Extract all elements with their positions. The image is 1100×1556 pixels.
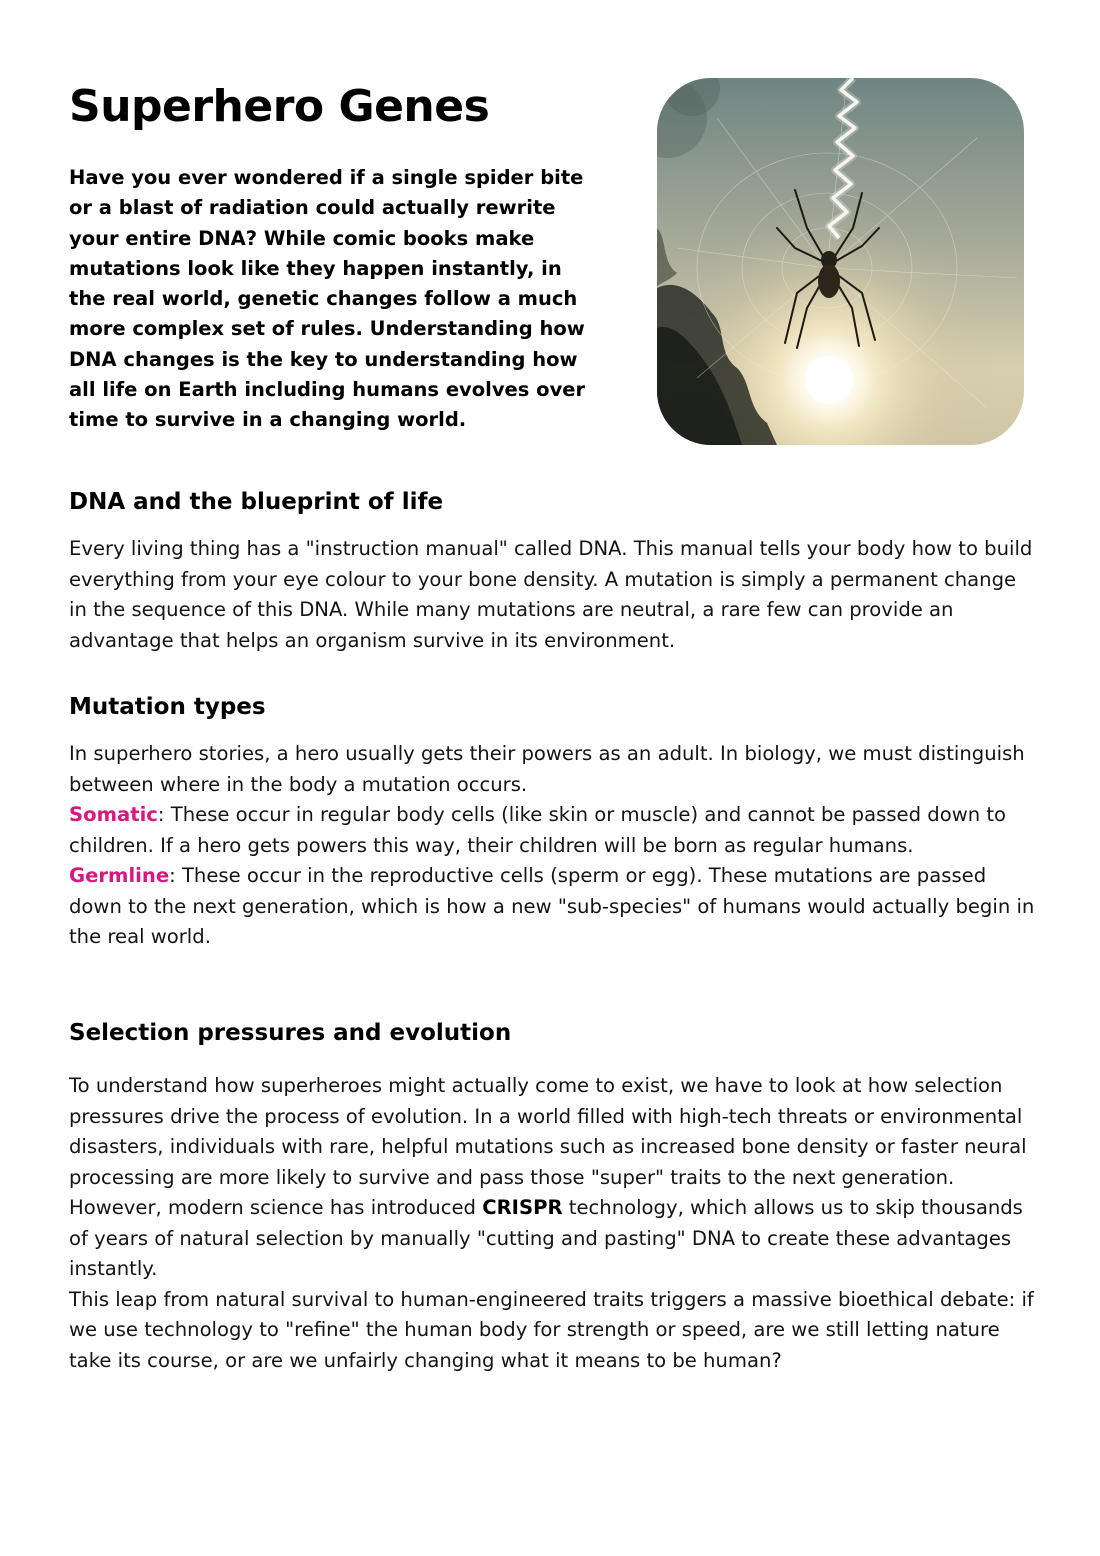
somatic-term: Somatic [69,803,158,826]
germline-term: Germline [69,864,170,887]
selection-paragraph [69,1071,1039,1285]
bioethics-paragraph: This leap from natural survival to human-engineered traits triggers a massive bioethical debate: if we use technology to "refine" the human body for strength or speed, are we still letting nature take its course, or are we unfairly changing what it means to be human? [69,1287,1034,1372]
spider-web-sunlight-photo-icon [657,78,1024,445]
germline-description: : These occur in the reproductive cells (sperm or egg). These mutations are passed down to the next generation, which is how a new "sub-species" of humans would actually begin in the real world. [69,864,1035,948]
section-heading-dna: DNA and the blueprint of life [69,489,444,515]
section-body-selection [69,1071,1039,1376]
section-heading-mutation-types: Mutation types [69,694,266,720]
dna-paragraph: Every living thing has a "instruction manual" called DNA. This manual tells your body how to build everything from your eye colour to your bone density. A mutation is simply a permanent change in the sequence of this DNA. While many mutations are neutral, a rare few can provide an advantage that helps an organism survive in its environment. [69,537,1033,652]
section-heading-selection: Selection pressures and evolution [69,1020,512,1046]
germline-paragraph [69,861,1039,953]
crispr-term: CRISPR [482,1196,563,1219]
intro-paragraph: Have you ever wondered if a single spider bite or a blast of radiation could actually rewrite your entire DNA? While comic books make mutations look like they happen instantly, in the real world, genetic changes follow a much more complex set of rules. Understanding how DNA changes is the key to understanding how all life on Earth including humans evolves over time to survive in a changing world. [69,166,586,432]
section-body-dna [69,534,1039,656]
somatic-description: : These occur in regular body cells (like skin or muscle) and cannot be passed down to children. If a hero gets powers this way, their children will be born as regular humans. [69,803,1007,857]
section-body-mutation-types [69,739,1039,953]
mutation-intro-paragraph: In superhero stories, a hero usually gets their powers as an adult. In biology, we must distinguish between where in the body a mutation occurs. [69,742,1025,796]
somatic-paragraph [69,800,1039,861]
selection-text-before: To understand how superheroes might actually come to exist, we have to look at how selection pressures drive the process of evolution. In a world filled with high-tech threats or environmental disasters, individuals with rare, helpful mutations such as increased bone density or faster neural processing are more likely to survive and pass those "super" traits to the next generation. However, modern science has introduced [69,1074,1027,1219]
page-title: Superhero Genes [69,81,490,132]
selection-text-after: technology, which allows us to skip thousands of years of natural selection by manually "cutting and pasting" DNA to create these advantages instantly. [69,1196,1023,1280]
